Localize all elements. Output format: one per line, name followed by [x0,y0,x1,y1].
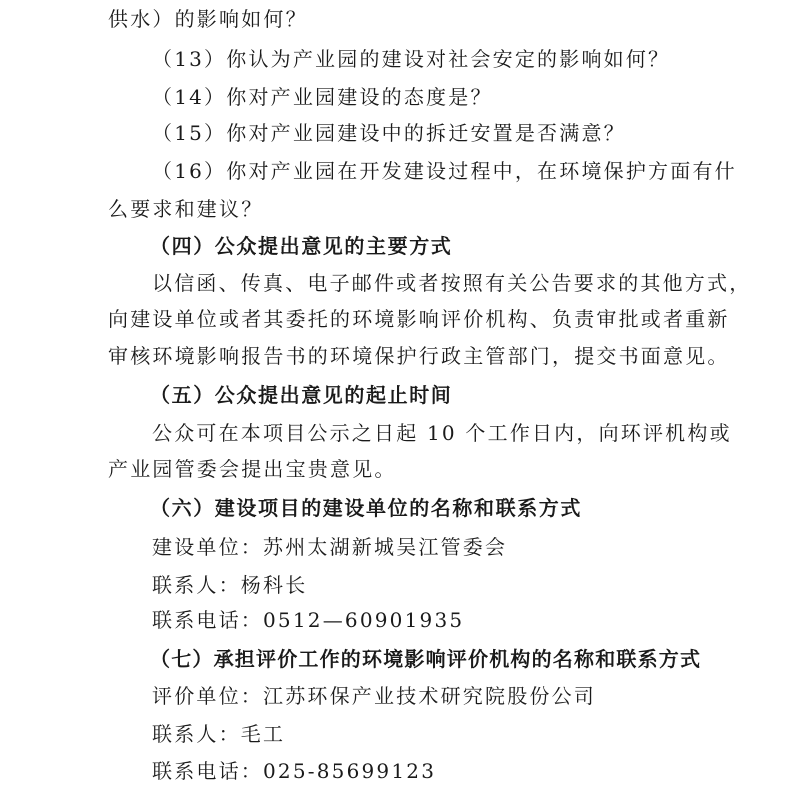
section-4-paragraph-line-3: 审核环境影响报告书的环境保护行政主管部门，提交书面意见。 [108,344,730,368]
question-12-continuation: 供水）的影响如何？ [108,7,308,31]
question-15: （15）你对产业园建设中的拆迁安置是否满意？ [152,121,626,145]
section-5-paragraph-line-1: 公众可在本项目公示之日起 10 个工作日内，向环评机构或 [152,421,732,445]
section-5-paragraph-line-2: 产业园管委会提出宝贵意见。 [108,457,397,481]
section-7-heading: （七）承担评价工作的环境影响评价机构的名称和联系方式 [150,647,702,671]
section-4-heading: （四）公众提出意见的主要方式 [150,234,453,258]
construction-contact-phone: 联系电话：0512—60901935 [152,608,465,632]
question-13: （13）你认为产业园的建设对社会安定的影响如何？ [152,47,671,71]
section-4-paragraph-line-1: 以信函、传真、电子邮件或者按照有关公告要求的其他方式， [152,271,752,295]
construction-contact-person: 联系人：杨科长 [152,573,308,597]
construction-unit: 建设单位：苏州太湖新城吴江管委会 [152,535,508,559]
evaluation-unit: 评价单位：江苏环保产业技术研究院股份公司 [152,684,596,708]
section-6-heading: （六）建设项目的建设单位的名称和联系方式 [150,496,582,520]
question-16-continuation: 么要求和建议？ [108,197,264,221]
section-5-heading: （五）公众提出意见的起止时间 [150,383,453,407]
evaluation-contact-person: 联系人：毛工 [152,722,286,746]
evaluation-contact-phone: 联系电话：025-85699123 [152,759,437,783]
question-14: （14）你对产业园建设的态度是？ [152,85,493,109]
section-4-paragraph-line-2: 向建设单位或者其委托的环境影响评价机构、负责审批或者重新 [108,307,730,331]
question-16: （16）你对产业园在开发建设过程中，在环境保护方面有什 [152,159,737,183]
